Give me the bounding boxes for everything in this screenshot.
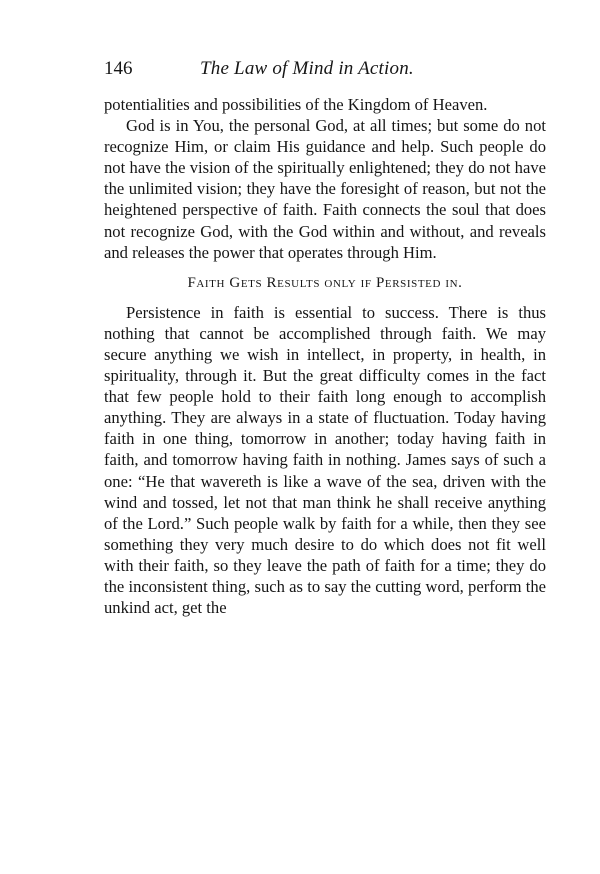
running-title: The Law of Mind in Action.	[200, 58, 414, 79]
page-number: 146	[104, 58, 133, 79]
paragraph-persistence: Persistence in faith is essential to success. There is thus nothing that cannot be accomplished through faith. We may secure anything we wish in intellect, in property, in health, in spirituality, through it. But the great difficulty comes in the fact that few people hold to their faith long enough to accomplish anything. They are always in a state of fluctuation. Today having faith in one thing, tomorrow in another; today having faith in faith, and tomorrow having faith in nothing. James says of such a one: “He that wavereth is like a wave of the sea, driven with the wind and tossed, let not that man think he shall receive anything of the Lord.” Such people walk by faith for a while, then they see something they very much desire to do which does not fit well with their faith, so they leave the path of faith for a time; they do the inconsistent thing, such as to say the cutting word, perform the unkind act, get the	[104, 302, 546, 618]
paragraph-god-in-you: God is in You, the personal God, at all times; but some do not recognize Him, or claim His guidance and help. Such people do not have the vision of the spiritually enlightened; they do not have the unlimited vision; they have the foresight of reason, but not the heightened perspective of faith. Faith connects the soul that does not recognize God, with the God within and without, and reveals and releases the power that operates through Him.	[104, 116, 546, 262]
paragraph-continued: potentialities and possibilities of the Kingdom of Heaven.	[104, 95, 488, 114]
book-page	[104, 58, 546, 618]
section-heading: Faith Gets Results only if Persisted in.	[187, 274, 463, 291]
running-head	[104, 58, 546, 88]
